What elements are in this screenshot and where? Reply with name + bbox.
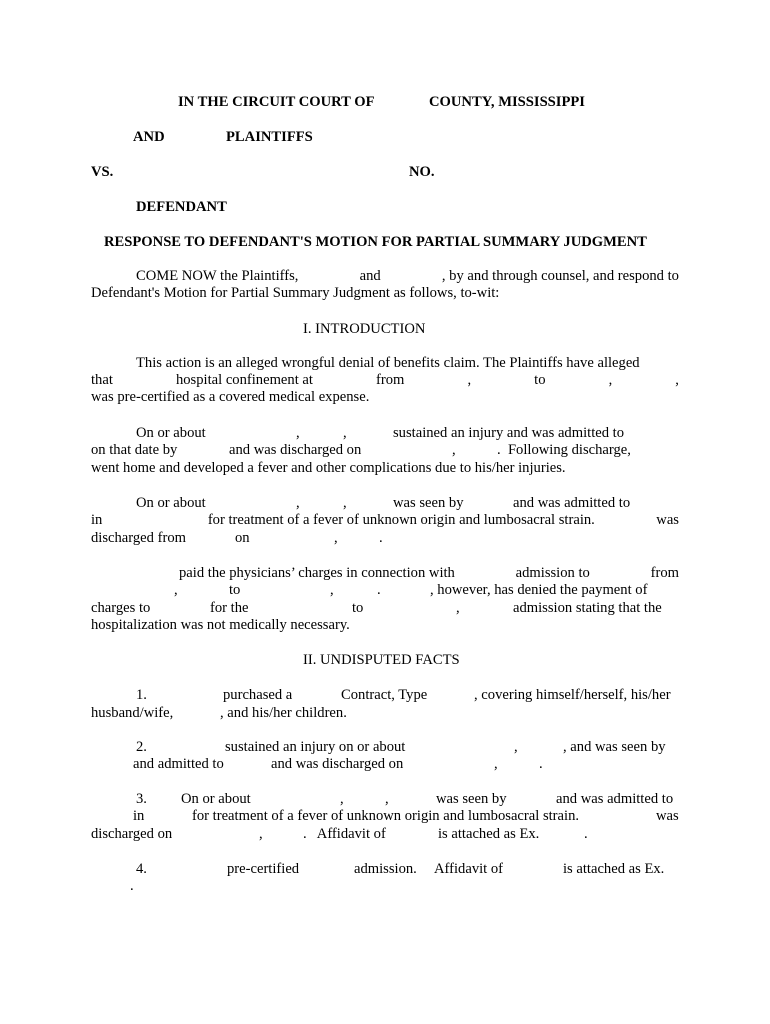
section-heading-undisputed-facts: II. UNDISPUTED FACTS <box>303 652 460 668</box>
caption-no: NO. <box>409 164 435 180</box>
caption-plaintiffs: PLAINTIFFS <box>226 129 313 145</box>
page: IN THE CIRCUIT COURT OF COUNTY, MISSISSIPPI AND PLAINTIFFS VS. NO. DEFENDANT RESPONSE TO DEFENDANT'S MOTION FOR PARTIAL SUMMARY JUDGMENT COME NOW the Plaintiffs, and , by and through counsel, and respond to Defendant's Motion for Partial Summary Judgment as follows, to-wit: I. INTRODUCTION This action is an alleged wrongful denial of benefits claim. The Plaintiffs have alleged that hospital confinement at from , to , , was pre-certified as a covered medical expense. On or about , , sustained an injury and was admitted to on that date by and was discharged on , . Following discharge, went home and developed a fever and other complications due to his/her injuries. On or about , , was seen by and was admitted to in for treatment of a fever of unknown origin and lumbosacral strain. was discharged from on , . paid the physicians’ charges in connection with admission to from , to , . , however, has denied the payment of charges to for the to , admission stating that the hospitalization was not medically necessary. II. UNDISPUTED FACTS 1. purchased a Contract, Type , covering himself/herself, his/her husband/wife, , and his/her children. 2. sustained an injury on or about , , and was seen by and admitted to and was discharged on , . 3. On or about , , was seen by and was admitted to in for treatment of a fever of unknown origin and lumbosacral strain. was discharged on , . Affidavit of is attached as Ex. . 4. pre-certified admission. Affidavit of is attached as Ex. . <box>91 94 679 894</box>
section-heading-introduction: I. INTRODUCTION <box>303 321 426 337</box>
intro-paragraph: COME NOW the Plaintiffs, and , by and through counsel, and respond to Defendant's Motion for Partial Summary Judgment as follows, to-wit: <box>91 268 679 301</box>
court-heading-right: COUNTY, MISSISSIPPI <box>429 94 585 110</box>
caption-and: AND <box>133 129 165 145</box>
introduction-paragraph-1: This action is an alleged wrongful denial of benefits claim. The Plaintiffs have alleged that hospital confinement at from , to , , was pre-certified as a covered medical expense. <box>91 355 679 405</box>
caption-defendant: DEFENDANT <box>136 199 227 215</box>
document-title: RESPONSE TO DEFENDANT'S MOTION FOR PARTIAL SUMMARY JUDGMENT <box>104 234 647 250</box>
caption-vs: VS. <box>91 164 114 180</box>
court-heading-left: IN THE CIRCUIT COURT OF <box>178 94 375 110</box>
